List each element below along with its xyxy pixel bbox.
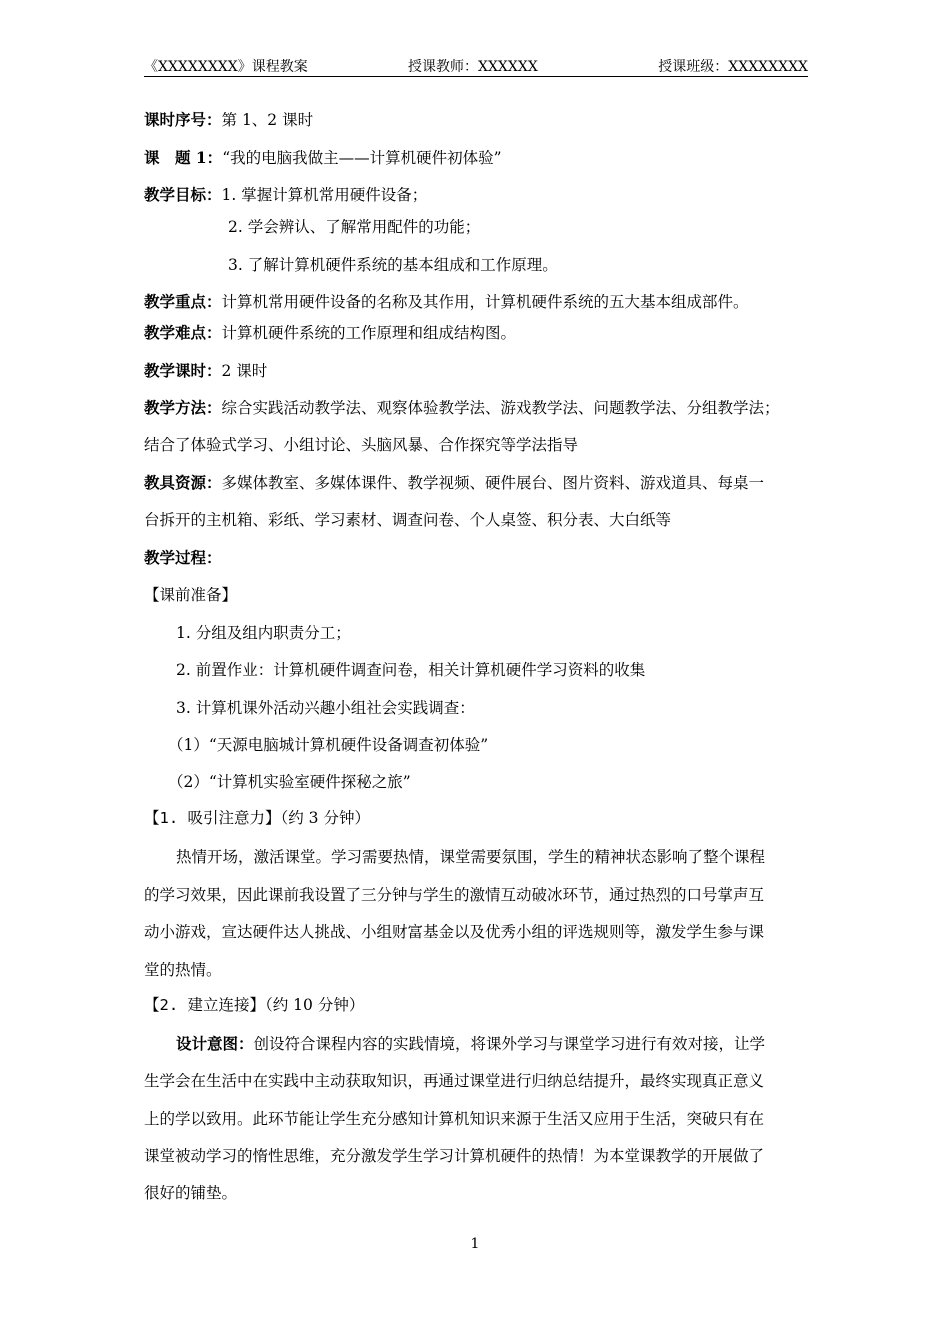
prep-item: 2. 前置作业：计算机硬件调查问卷，相关计算机硬件学习资料的收集 xyxy=(176,661,646,679)
process-heading: 教学过程： xyxy=(144,548,222,567)
resources-value: 多媒体教室、多媒体课件、教学视频、硬件展台、图片资料、游戏道具、每桌一 xyxy=(221,474,765,492)
prep-sub-item: （1）“天源电脑城计算机硬件设备调查初体验” xyxy=(168,736,489,754)
methods-label: 教学方法： xyxy=(144,398,222,417)
topic-label: 课 题 1： xyxy=(144,148,223,167)
section1-time: （约 3 分钟） xyxy=(280,809,370,827)
key-points-value: 计算机常用硬件设备的名称及其作用，计算机硬件系统的五大基本组成部件。 xyxy=(221,293,749,311)
period-label: 课时序号： xyxy=(144,110,222,129)
section2-paragraph-line: 生学会在生活中在实践中主动获取知识，再通过课堂进行归纳总结提升，最终实现真正意义 xyxy=(144,1072,765,1090)
header-teacher: 授课教师：XXXXXX xyxy=(408,59,538,75)
goal-item: 1. 掌握计算机常用硬件设备； xyxy=(221,186,428,204)
period-line xyxy=(144,110,313,130)
design-intent-label: 设计意图： xyxy=(176,1034,254,1053)
key-points-line xyxy=(144,292,749,312)
hours-line xyxy=(144,361,267,381)
section2-heading xyxy=(144,995,364,1015)
section2-paragraph-line: 上的学以致用。此环节能让学生充分感知计算机知识来源于生活又应用于生活，突破只有在 xyxy=(144,1110,765,1128)
header-class: 授课班级：XXXXXXXX xyxy=(658,59,808,75)
methods-value: 综合实践活动教学法、观察体验教学法、游戏教学法、问题教学法、分组教学法； xyxy=(221,399,780,417)
page-header xyxy=(144,56,808,77)
design-intent-text: 创设符合课程内容的实践情境，将课外学习与课堂学习进行有效对接，让学 xyxy=(253,1035,766,1053)
page-number: 1 xyxy=(470,1236,480,1252)
key-points-label: 教学重点： xyxy=(144,292,222,311)
resources-label: 教具资源： xyxy=(144,473,222,492)
topic-line xyxy=(144,148,502,168)
difficulty-value: 计算机硬件系统的工作原理和组成结构图。 xyxy=(221,324,517,342)
section2-time: （约 10 分钟） xyxy=(265,996,365,1014)
resources-line xyxy=(144,473,764,493)
prep-sub-item: （2）“计算机实验室硬件探秘之旅” xyxy=(168,773,411,791)
section2-paragraph-line: 课堂被动学习的惰性思维，充分激发学生学习计算机硬件的热情！为本堂课教学的开展做了 xyxy=(144,1147,765,1165)
section1-title: 【1. 吸引注意力】 xyxy=(144,809,281,827)
topic-value: “我的电脑我做主——计算机硬件初体验” xyxy=(222,149,502,167)
goal-item: 2. 学会辨认、了解常用配件的功能； xyxy=(228,218,481,236)
section1-paragraph-line: 热情开场，激活课堂。学习需要热情，课堂需要氛围，学生的精神状态影响了整个课程 xyxy=(176,848,766,866)
prep-item: 3. 计算机课外活动兴趣小组社会实践调查： xyxy=(176,699,475,717)
goal-item: 3. 了解计算机硬件系统的基本组成和工作原理。 xyxy=(228,256,558,274)
goals-line xyxy=(144,185,427,205)
section2-paragraph-line: 很好的铺垫。 xyxy=(144,1184,238,1202)
section1-paragraph-line: 堂的热情。 xyxy=(144,961,222,979)
methods-line xyxy=(144,398,780,418)
section1-paragraph-line: 动小游戏，宣达硬件达人挑战、小组财富基金以及优秀小组的评选规则等，激发学生参与课 xyxy=(144,923,765,941)
prep-item: 1. 分组及组内职责分工； xyxy=(176,624,351,642)
difficulty-line xyxy=(144,323,516,343)
design-intent-line xyxy=(176,1034,765,1054)
methods-continuation: 结合了体验式学习、小组讨论、头脑风暴、合作探究等学法指导 xyxy=(144,436,579,454)
hours-label: 教学课时： xyxy=(144,361,222,380)
prep-heading: 【课前准备】 xyxy=(144,586,238,604)
section2-title: 【2. 建立连接】 xyxy=(144,996,265,1014)
difficulty-label: 教学难点： xyxy=(144,323,222,342)
header-course-title: 《XXXXXXXX》课程教案 xyxy=(144,59,308,75)
period-value: 第 1、2 课时 xyxy=(221,111,314,129)
goals-label: 教学目标： xyxy=(144,185,222,204)
hours-value: 2 课时 xyxy=(221,362,268,380)
section1-paragraph-line: 的学习效果，因此课前我设置了三分钟与学生的激情互动破冰环节，通过热烈的口号掌声互 xyxy=(144,886,765,904)
resources-continuation: 台拆开的主机箱、彩纸、学习素材、调查问卷、个人桌签、积分表、大白纸等 xyxy=(144,511,672,529)
section1-heading xyxy=(144,808,370,828)
